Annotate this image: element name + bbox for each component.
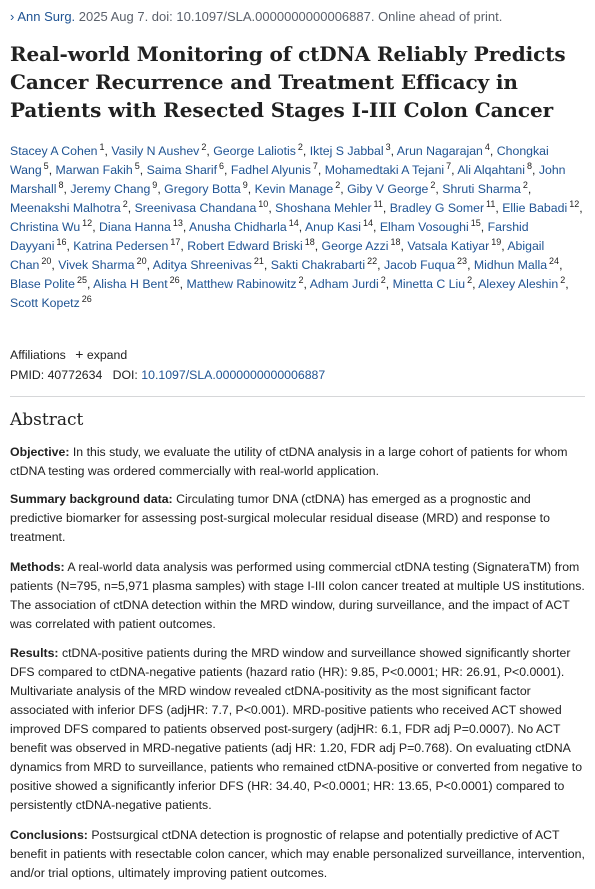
chevron-right-icon[interactable]: › xyxy=(10,9,15,24)
author-link[interactable]: Ellie Babadi xyxy=(502,201,568,215)
author-link[interactable]: Diana Hanna xyxy=(99,220,171,234)
author-link[interactable]: Midhun Malla xyxy=(473,258,548,272)
author-affiliation-number[interactable]: 2 xyxy=(335,180,341,190)
author-affiliation-number[interactable]: 4 xyxy=(484,142,490,152)
abstract-section-label: Methods: xyxy=(10,560,65,574)
author-affiliation-number[interactable]: 12 xyxy=(82,218,93,228)
author-affiliation-number[interactable]: 10 xyxy=(258,199,269,209)
author-affiliation-number[interactable]: 2 xyxy=(297,142,303,152)
author-link[interactable]: Alexey Aleshin xyxy=(478,277,559,291)
author-link[interactable]: Abigail Chan xyxy=(10,239,545,272)
author-affiliation-number[interactable]: 22 xyxy=(367,256,378,266)
author-affiliation-number[interactable]: 2 xyxy=(522,180,528,190)
author-affiliation-number[interactable]: 3 xyxy=(385,142,391,152)
plus-icon: + xyxy=(75,346,84,362)
author-affiliation-number[interactable]: 1 xyxy=(99,142,105,152)
pmid-value: 40772634 xyxy=(47,368,103,382)
doi-link[interactable]: 10.1097/SLA.0000000000006887 xyxy=(141,368,326,382)
author-link[interactable]: Vasily N Aushev xyxy=(111,144,200,158)
author-link[interactable]: Saima Sharif xyxy=(146,163,218,177)
author-link[interactable]: John Marshall xyxy=(10,163,566,196)
author-link[interactable]: Ali Alqahtani xyxy=(457,163,525,177)
affiliations-expand[interactable]: expand xyxy=(86,348,128,362)
author-link[interactable]: Shoshana Mehler xyxy=(275,201,372,215)
article-title: Real-world Monitoring of ctDNA Reliably Predicts Cancer Recurrence and Treatment Efficacy in Patients with Resected Stages I-III Colon Cancer xyxy=(10,42,566,122)
author-affiliation-number[interactable]: 7 xyxy=(312,161,318,171)
author-link[interactable]: Mohamedtaki A Tejani xyxy=(324,163,445,177)
author-affiliation-number[interactable]: 2 xyxy=(298,275,304,285)
abstract-section-text: Postsurgical ctDNA detection is prognostic of relapse and potentially predictive of ACT benefit in patients with resectable colon cancer, which may enable personalized surveillance, intervention, and/or trial options, ultimately improving patient outcomes. xyxy=(10,828,585,880)
author-link[interactable]: Sakti Chakrabarti xyxy=(270,258,366,272)
author-affiliation-number[interactable]: 26 xyxy=(81,294,92,304)
author-link[interactable]: Sreenivasa Chandana xyxy=(134,201,257,215)
author-affiliation-number[interactable]: 5 xyxy=(43,161,49,171)
author-link[interactable]: Iktej S Jabbal xyxy=(309,144,384,158)
author-link[interactable]: Farshid Dayyani xyxy=(10,220,529,253)
author-link[interactable]: Elham Vosoughi xyxy=(379,220,469,234)
author-link[interactable]: Gregory Botta xyxy=(164,182,241,196)
author-link[interactable]: Blase Polite xyxy=(10,277,75,291)
abstract-section-label: Summary background data: xyxy=(10,492,173,506)
author-affiliation-number[interactable]: 11 xyxy=(373,199,383,209)
author-affiliation-number[interactable]: 2 xyxy=(201,142,207,152)
author-affiliation-number[interactable]: 19 xyxy=(491,237,502,247)
author-link[interactable]: Vivek Sharma xyxy=(58,258,135,272)
section-divider xyxy=(10,396,585,397)
author-affiliation-number[interactable]: 16 xyxy=(56,237,67,247)
author-link[interactable]: Anup Kasi xyxy=(304,220,361,234)
author-affiliation-number[interactable]: 2 xyxy=(122,199,128,209)
author-affiliation-number[interactable]: 2 xyxy=(467,275,473,285)
author-link[interactable]: Arun Nagarajan xyxy=(396,144,483,158)
abstract-heading: Abstract xyxy=(10,410,84,430)
author-affiliation-number[interactable]: 2 xyxy=(380,275,386,285)
affiliations-label: Affiliations xyxy=(10,348,66,362)
abstract-objective xyxy=(10,443,585,481)
author-affiliation-number[interactable]: 18 xyxy=(390,237,401,247)
author-affiliation-number[interactable]: 2 xyxy=(560,275,566,285)
author-affiliation-number[interactable]: 26 xyxy=(169,275,180,285)
author-link[interactable]: Christina Wu xyxy=(10,220,81,234)
author-affiliation-number[interactable]: 23 xyxy=(457,256,468,266)
author-affiliation-number[interactable]: 14 xyxy=(288,218,299,228)
citation-line xyxy=(10,9,502,24)
author-affiliation-number[interactable]: 6 xyxy=(219,161,225,171)
author-link[interactable]: Shruti Sharma xyxy=(442,182,521,196)
author-affiliation-number[interactable]: 12 xyxy=(569,199,580,209)
abstract-section-label: Conclusions: xyxy=(10,828,88,842)
author-affiliation-number[interactable]: 20 xyxy=(136,256,147,266)
author-link[interactable]: Minetta C Liu xyxy=(392,277,466,291)
abstract-conclusions xyxy=(10,826,585,883)
author-link[interactable]: Katrina Pedersen xyxy=(73,239,169,253)
author-link[interactable]: Scott Kopetz xyxy=(10,296,80,310)
author-link[interactable]: Kevin Manage xyxy=(254,182,334,196)
author-list: Stacey A Cohen $^1$, Vasily N Aushev $^2$, George Laliotis $^2$, Iktej S Jabbal $^3$, Arun Nagarajan $^4$, Chongkai Wang $^5$, Marwan Fakih $^5$, Saima Sharif $^6$, Fadhel Alyunis $^7$, Mohamedtaki A Tejani $^7$, Ali Alqahtani $^8$, John Marshall $^8$, Jeremy Chang $^9$, Gregory Botta $^9$, Kevin Manage $^2$, Giby V George $^2$, Shruti Sharma $^2$, Meenakshi Malhotra $^2$, Sreenivasa Chandana $^{10}$, Shoshana Mehler $^{11}$, Bradley G Somer $^{11}$, Ellie Babadi $^{12}$, Christina Wu $^{12}$, Diana Hanna $^{13}$, Anusha Chidharla $^{14}$, Anup Kasi $^{14}$, Elham Vosoughi $^{15}$, Farshid Dayyani $^{16}$, Katrina Pedersen $^{17}$, Robert Edward Briski $^{18}$, George Azzi $^{18}$, Vatsala Katiyar $^{19}$, Abigail Chan $^{20}$, Vivek Sharma $^{20}$, Aditya Shreenivas $^{21}$, Sakti Chakrabarti $^{22}$, Jacob Fuqua $^{23}$, Midhun Malla $^{24}$, Blase Polite $^{25}$, Alisha H Bent $^{26}$, Matthew Rabinowitz $^2$, Adham Jurdi $^2$, Minetta C Liu $^2$, Alexey Aleshin $^2$, Scott Kopetz $^{26}$ xyxy=(10,142,583,310)
abstract-methods xyxy=(10,558,585,634)
abstract-section-text: ctDNA-positive patients during the MRD window and surveillance showed significantly shorter DFS compared to ctDNA-negative patients (hazard ratio (HR): 9.85, P<0.0001; HR: 26.91, P<0.0001). Multivariate analysis of the MRD window revealed ctDNA-positivity as the most significant factor associated with inferior DFS (adjHR: 7.7, P<0.001). MRD-positive patients who received ACT showed improved DFS compared to patients observed post-surgery (adjHR: 6.1, FDR adj P=0.0007). No ACT benefit was observed in MRD-negative patients (adj HR: 1.20, FDR adj P=0.768). On evaluating ctDNA dynamics from MRD to surveillance, patients who remained ctDNA-positive or converted from negative to positive showed a significantly inferior DFS (HR: 34.40, P<0.0001; HR: 13.65, P<0.0001) compared to persistently ctDNA-negative patients. xyxy=(10,646,583,812)
doi-label: DOI: xyxy=(112,368,138,382)
article-identifiers xyxy=(10,368,325,382)
pmid-label: PMID: xyxy=(10,368,45,382)
abstract-section-label: Objective: xyxy=(10,445,70,459)
author-affiliation-number[interactable]: 8 xyxy=(58,180,64,190)
author-affiliation-number[interactable]: 7 xyxy=(446,161,452,171)
author-affiliation-number[interactable]: 8 xyxy=(527,161,533,171)
author-link[interactable]: Adham Jurdi xyxy=(309,277,379,291)
abstract-section-text: Circulating tumor DNA (ctDNA) has emerged as a prognostic and predictive biomarker for assessing post-surgical molecular residual disease (MRD) and response to treatment. xyxy=(10,492,550,544)
author-affiliation-number[interactable]: 24 xyxy=(549,256,560,266)
author-link[interactable]: Vatsala Katiyar xyxy=(407,239,490,253)
author-affiliation-number[interactable]: 17 xyxy=(170,237,181,247)
author-affiliation-number[interactable]: 9 xyxy=(152,180,158,190)
author-link[interactable]: Giby V George xyxy=(347,182,429,196)
abstract-section-label: Results: xyxy=(10,646,59,660)
author-link[interactable]: Alisha H Bent xyxy=(93,277,168,291)
author-affiliation-number[interactable]: 2 xyxy=(430,180,436,190)
author-link[interactable]: Meenakshi Malhotra xyxy=(10,201,121,215)
citation-details: 2025 Aug 7. doi: 10.1097/SLA.0000000000006887. Online ahead of print. xyxy=(78,9,503,24)
author-link[interactable]: Jeremy Chang xyxy=(70,182,151,196)
author-affiliation-number[interactable]: 9 xyxy=(242,180,248,190)
author-link[interactable]: George Azzi xyxy=(321,239,389,253)
author-affiliation-number[interactable]: 13 xyxy=(172,218,183,228)
author-affiliation-number[interactable]: 15 xyxy=(470,218,481,228)
author-link[interactable]: Robert Edward Briski xyxy=(187,239,303,253)
author-affiliation-number[interactable]: 20 xyxy=(41,256,52,266)
author-affiliation-number[interactable]: 21 xyxy=(253,256,264,266)
abstract-results xyxy=(10,644,585,815)
abstract-background xyxy=(10,490,585,547)
author-link[interactable]: Aditya Shreenivas xyxy=(152,258,252,272)
author-affiliation-number[interactable]: 14 xyxy=(363,218,374,228)
author-link[interactable]: Anusha Chidharla xyxy=(189,220,287,234)
author-link[interactable]: Fadhel Alyunis xyxy=(230,163,311,177)
affiliations-toggle[interactable] xyxy=(10,346,127,362)
author-link[interactable]: George Laliotis xyxy=(213,144,296,158)
abstract-section-text: A real-world data analysis was performed using commercial ctDNA testing (SignateraTM) from patients (N=795, n=5,971 plasma samples) with stage I-III colon cancer treated at multiple US institutions. The association of ctDNA detection within the MRD window, during surveillance, and the impact of ACT was correlated with patient outcomes. xyxy=(10,560,585,631)
author-link[interactable]: Bradley G Somer xyxy=(389,201,485,215)
author-affiliation-number[interactable]: 11 xyxy=(486,199,496,209)
author-link[interactable]: Stacey A Cohen xyxy=(10,144,98,158)
abstract-section-text: In this study, we evaluate the utility of ctDNA analysis in a large cohort of patients for whom ctDNA testing was ordered commercially with real-world application. xyxy=(10,445,568,478)
author-link[interactable]: Jacob Fuqua xyxy=(383,258,456,272)
author-link[interactable]: Marwan Fakih xyxy=(55,163,133,177)
author-affiliation-number[interactable]: 5 xyxy=(134,161,140,171)
journal-link[interactable]: Ann Surg. xyxy=(17,9,76,24)
author-affiliation-number[interactable]: 18 xyxy=(304,237,315,247)
author-affiliation-number[interactable]: 25 xyxy=(76,275,87,285)
author-link[interactable]: Chongkai Wang xyxy=(10,144,549,177)
author-link[interactable]: Matthew Rabinowitz xyxy=(186,277,297,291)
